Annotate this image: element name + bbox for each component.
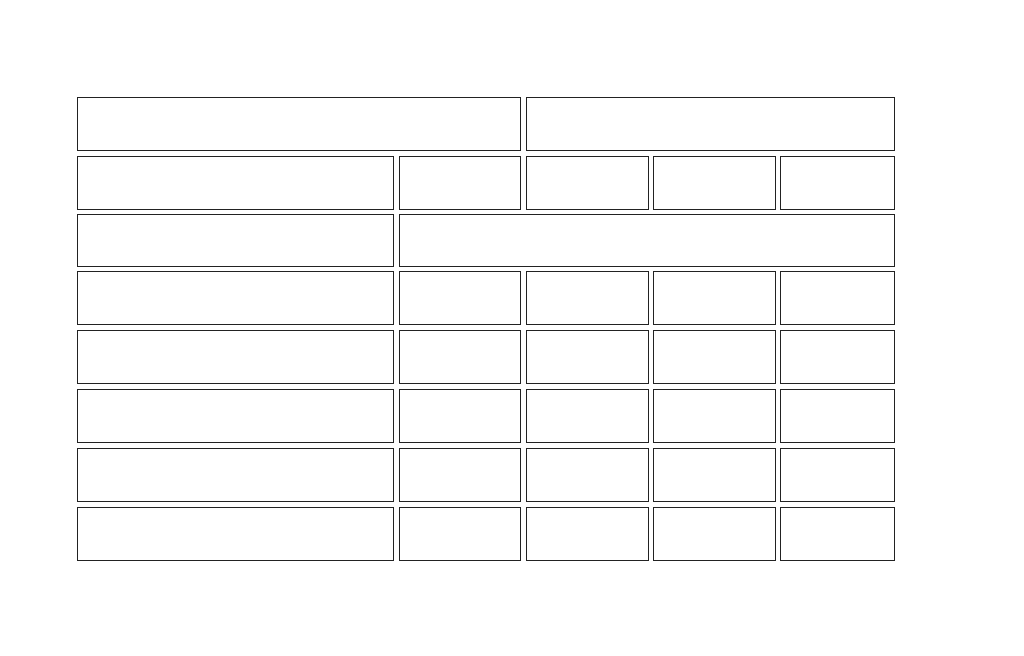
table-cell (653, 271, 776, 325)
table-cell (399, 448, 521, 502)
table-cell (653, 389, 776, 443)
merged-cell (399, 214, 895, 267)
table-cell (526, 330, 649, 384)
header-cell-right (526, 97, 895, 151)
table-cell (526, 448, 649, 502)
table-cell (399, 389, 521, 443)
table-cell (399, 271, 521, 325)
table-cell (653, 156, 776, 210)
table-cell (780, 507, 895, 561)
table-cell (77, 389, 394, 443)
table-cell (77, 507, 394, 561)
table-cell (526, 271, 649, 325)
table-cell (526, 156, 649, 210)
table-cell (780, 271, 895, 325)
table-cell (526, 389, 649, 443)
table-cell (653, 448, 776, 502)
table-cell (780, 448, 895, 502)
table-cell (780, 389, 895, 443)
table-cell (780, 156, 895, 210)
table-cell (780, 330, 895, 384)
table-cell (77, 448, 394, 502)
header-cell-left (77, 97, 521, 151)
table-cell (653, 507, 776, 561)
table-cell (399, 156, 521, 210)
table-cell (77, 330, 394, 384)
table-cell (653, 330, 776, 384)
table-cell (399, 330, 521, 384)
table-cell (526, 507, 649, 561)
table-cell (77, 271, 394, 325)
table-cell (77, 156, 394, 210)
table-cell (77, 214, 394, 267)
table-cell (399, 507, 521, 561)
